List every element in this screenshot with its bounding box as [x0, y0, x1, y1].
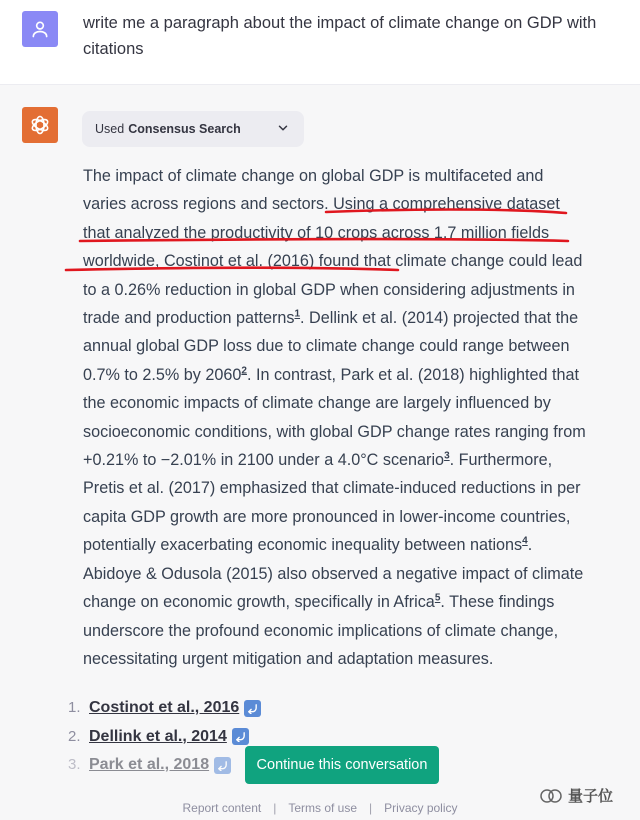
answer-text: . In contrast, Park et al. (2018) highlighted that the economic impacts of climate change are largely influenced by socioeconomic conditions, with global GDP change rates ranging from +0.21% to −2.01% in 2100 under a 4.0°C scenario [83, 365, 586, 470]
reference-link[interactable]: Costinot et al., 2016 [89, 699, 240, 716]
user-avatar [22, 11, 58, 47]
reference-number: 2. [68, 727, 81, 745]
reference-item [68, 723, 261, 752]
reference-link[interactable]: Park et al., 2018 [89, 756, 210, 773]
answer-text: The impact of climate change on global GDP is multifaceted and varies across regions and sectors. Using a comprehensive dataset that analyzed the productivity of 10 crops across 1.7 million fields worldwide, Costinot et al. (2016) found that climate change could lead to a 0.26% reduction in global GDP when considering adjustments in trade and production patterns [83, 167, 583, 328]
answer-text: . Furthermore, Pretis et al. (2017) emphasized that climate-induced reductions in per capita GDP growth are more pronounced in lower-income countries, potentially exacerbating economic inequality between nations [83, 451, 581, 555]
watermark-logo-icon [540, 787, 562, 805]
report-content-link[interactable]: Report content [182, 800, 262, 815]
citation-1[interactable]: 1 [294, 308, 301, 320]
user-message-row [0, 0, 640, 84]
user-icon [30, 19, 50, 39]
citation-5[interactable]: 5 [434, 592, 441, 604]
assistant-message-row [0, 84, 640, 820]
citation-2[interactable]: 2 [241, 365, 247, 377]
privacy-policy-link[interactable]: Privacy policy [384, 800, 458, 815]
answer-text: . Abidoye & Odusola (2015) also observed a negative impact of climate change on economic growth, specifically in Africa [83, 536, 584, 612]
terms-of-use-link[interactable]: Terms of use [288, 800, 358, 815]
return-icon[interactable] [232, 728, 249, 745]
citation-4[interactable]: 4 [522, 535, 528, 547]
citation-3[interactable]: 3 [444, 450, 450, 462]
continue-conversation-button[interactable]: Continue this conversation [245, 746, 439, 784]
answer-text: . Dellink et al. (2014) projected that the annual global GDP loss due to climate change could range between 0.7% to 2.5% by 2060 [83, 309, 579, 384]
plugin-name: Consensus Search [128, 122, 241, 136]
plugin-used-dropdown[interactable] [82, 111, 304, 147]
reference-link[interactable]: Dellink et al., 2014 [89, 727, 227, 745]
divider: | [369, 800, 373, 815]
return-icon[interactable] [244, 700, 261, 717]
answer-text: . These findings underscore the profound economic implications of climate change, necessitating urgent mitigation and adaptation measures. [83, 593, 559, 668]
reference-number: 1. [68, 699, 81, 716]
references-list [68, 694, 261, 780]
assistant-answer-paragraph [83, 162, 588, 673]
reference-number: 3. [68, 756, 81, 773]
reference-item [68, 751, 261, 780]
return-icon[interactable] [214, 757, 231, 774]
plugin-prefix: Used [95, 122, 125, 136]
chevron-down-icon [276, 121, 290, 135]
openai-logo-icon [28, 113, 52, 137]
watermark-text: 量子位 [568, 788, 614, 805]
divider: | [273, 800, 277, 815]
user-message: write me a paragraph about the impact of climate change on GDP with citations [83, 14, 597, 58]
watermark [540, 785, 613, 806]
reference-item [68, 694, 261, 723]
assistant-avatar [22, 107, 58, 143]
